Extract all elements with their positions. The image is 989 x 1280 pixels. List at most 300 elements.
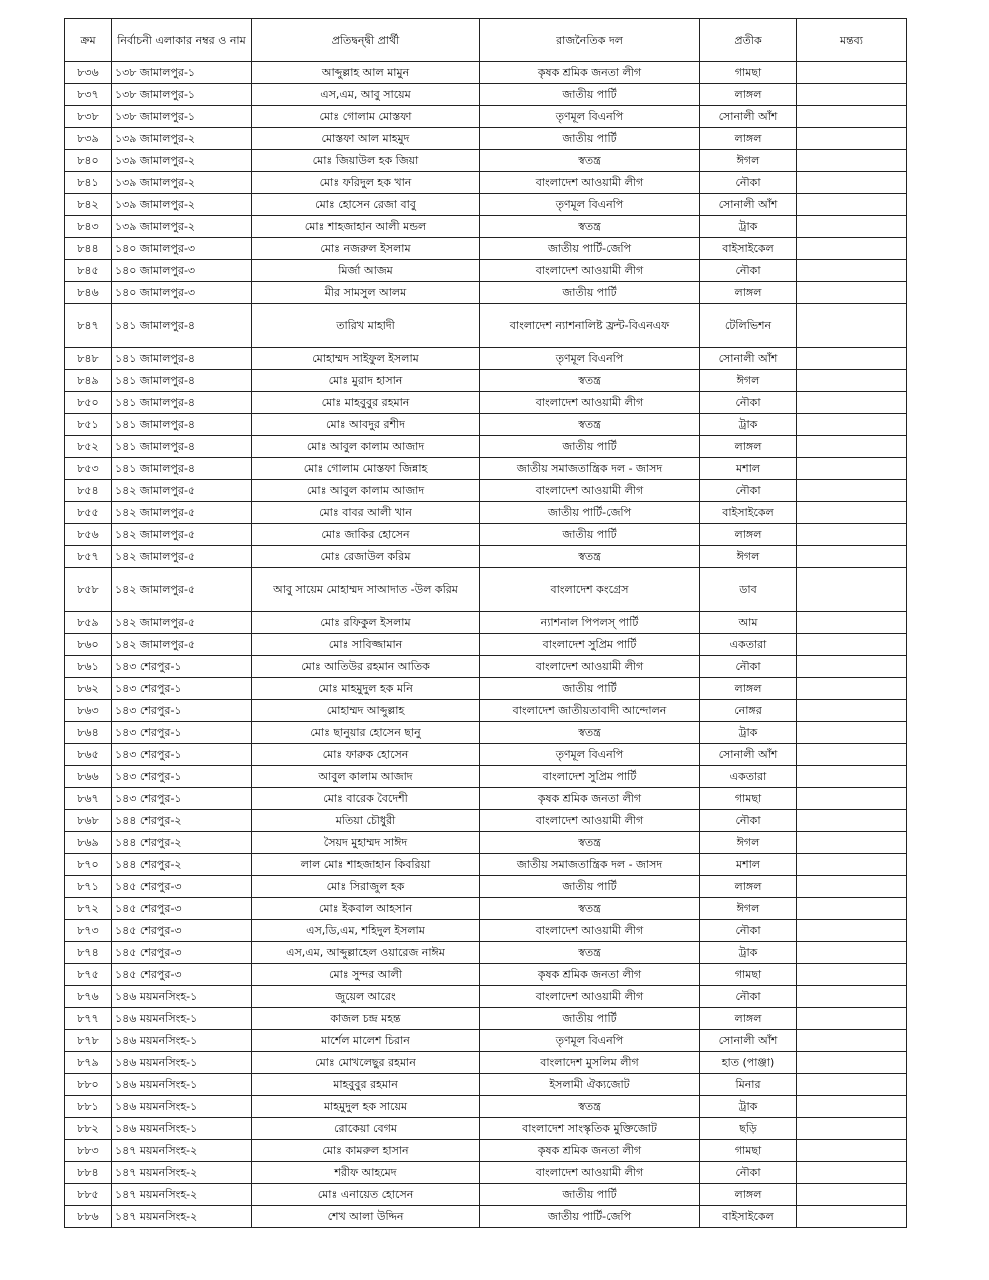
cell-symbol: নৌকা <box>700 656 797 678</box>
cell-serial: ৮৬০ <box>65 634 112 656</box>
cell-serial: ৮৩৯ <box>65 128 112 150</box>
cell-symbol: একতারা <box>700 634 797 656</box>
cell-area: ১৪৩ শেরপুর-১ <box>112 788 252 810</box>
cell-serial: ৮৫৬ <box>65 524 112 546</box>
cell-party: বাংলাদেশ জাতীয়তাবাদী আন্দোলন <box>480 700 700 722</box>
table-body <box>65 62 907 1228</box>
cell-party: কৃষক শ্রমিক জনতা লীগ <box>480 1140 700 1162</box>
cell-remarks <box>797 986 907 1008</box>
cell-candidate: মোঃ ফরিদুল হক খান <box>252 172 480 194</box>
cell-remarks <box>797 1008 907 1030</box>
cell-remarks <box>797 832 907 854</box>
header-area: নির্বাচনী এলাকার নম্বর ও নাম <box>112 19 252 62</box>
cell-symbol: সোনালী আঁশ <box>700 1030 797 1052</box>
cell-area: ১৪৬ ময়মনসিংহ-১ <box>112 986 252 1008</box>
cell-party: জাতীয় সমাজতান্ত্রিক দল - জাসদ <box>480 854 700 876</box>
cell-symbol: লাঙ্গল <box>700 876 797 898</box>
cell-area: ১৪৩ শেরপুর-১ <box>112 678 252 700</box>
cell-party: বাংলাদেশ আওয়ামী লীগ <box>480 172 700 194</box>
cell-candidate: এস,এম, আব্দুল্লাহেল ওয়ারেজ নাঈম <box>252 942 480 964</box>
cell-party: জাতীয় পার্টি <box>480 1184 700 1206</box>
cell-candidate: মোঃ হোসেন রেজা বাবু <box>252 194 480 216</box>
cell-area: ১৪২ জামালপুর-৫ <box>112 612 252 634</box>
cell-remarks <box>797 370 907 392</box>
cell-party: বাংলাদেশ আওয়ামী লীগ <box>480 392 700 414</box>
cell-symbol: লাঙ্গল <box>700 128 797 150</box>
cell-serial: ৮৪১ <box>65 172 112 194</box>
cell-serial: ৮৭৭ <box>65 1008 112 1030</box>
cell-serial: ৮৪৬ <box>65 282 112 304</box>
table-row <box>65 1030 907 1052</box>
cell-remarks <box>797 634 907 656</box>
cell-serial: ৮৩৮ <box>65 106 112 128</box>
table-row <box>65 854 907 876</box>
table-row <box>65 392 907 414</box>
cell-remarks <box>797 436 907 458</box>
cell-serial: ৮৮০ <box>65 1074 112 1096</box>
cell-remarks <box>797 1030 907 1052</box>
cell-party: স্বতন্ত্র <box>480 370 700 392</box>
cell-candidate: মোঃ সাবিজ্জামান <box>252 634 480 656</box>
cell-symbol: নৌকা <box>700 260 797 282</box>
cell-party: জাতীয় পার্টি <box>480 678 700 700</box>
cell-candidate: মোঃ বারেক বৈদেশী <box>252 788 480 810</box>
cell-remarks <box>797 656 907 678</box>
cell-symbol: আম <box>700 612 797 634</box>
cell-symbol: মিনার <box>700 1074 797 1096</box>
cell-serial: ৮৬৫ <box>65 744 112 766</box>
cell-remarks <box>797 84 907 106</box>
cell-party: বাংলাদেশ সাংস্কৃতিক মুক্তিজোট <box>480 1118 700 1140</box>
cell-serial: ৮৫৯ <box>65 612 112 634</box>
cell-candidate: মোঃ কামরুল হাসান <box>252 1140 480 1162</box>
cell-symbol: বাইসাইকেল <box>700 238 797 260</box>
cell-remarks <box>797 62 907 84</box>
table-row <box>65 1184 907 1206</box>
header-row <box>65 19 907 62</box>
cell-remarks <box>797 458 907 480</box>
cell-party: তৃণমূল বিএনপি <box>480 1030 700 1052</box>
cell-party: কৃষক শ্রমিক জনতা লীগ <box>480 62 700 84</box>
cell-remarks <box>797 480 907 502</box>
cell-area: ১৩৯ জামালপুর-২ <box>112 150 252 172</box>
cell-candidate: এস,ডি,এম, শহিদুল ইসলাম <box>252 920 480 942</box>
cell-party: ইসলামী ঐক্যজোট <box>480 1074 700 1096</box>
cell-area: ১৪৬ ময়মনসিংহ-১ <box>112 1096 252 1118</box>
cell-serial: ৮৫৮ <box>65 568 112 612</box>
cell-party: স্বতন্ত্র <box>480 216 700 238</box>
cell-remarks <box>797 876 907 898</box>
cell-area: ১৪৪ শেরপুর-২ <box>112 832 252 854</box>
cell-symbol: লাঙ্গল <box>700 84 797 106</box>
cell-symbol: নোঙ্গর <box>700 700 797 722</box>
cell-candidate: মোঃ আতিউর রহমান আতিক <box>252 656 480 678</box>
cell-party: বাংলাদেশ আওয়ামী লীগ <box>480 986 700 1008</box>
cell-area: ১৪৫ শেরপুর-৩ <box>112 964 252 986</box>
cell-candidate: কাজল চন্দ্র মহন্ত <box>252 1008 480 1030</box>
table-row <box>65 84 907 106</box>
cell-candidate: জুয়েল আরেং <box>252 986 480 1008</box>
cell-area: ১৩৮ জামালপুর-১ <box>112 84 252 106</box>
cell-candidate: মোঃ মাহমুদুল হক মনি <box>252 678 480 700</box>
cell-area: ১৪৩ শেরপুর-১ <box>112 722 252 744</box>
cell-symbol: গামছা <box>700 62 797 84</box>
cell-symbol: সোনালী আঁশ <box>700 744 797 766</box>
cell-party: জাতীয় পার্টি-জেপি <box>480 502 700 524</box>
cell-serial: ৮৬৭ <box>65 788 112 810</box>
cell-party: জাতীয় পার্টি-জেপি <box>480 238 700 260</box>
cell-candidate: মোঃ আবুল কালাম আজাদ <box>252 436 480 458</box>
cell-remarks <box>797 260 907 282</box>
cell-remarks <box>797 810 907 832</box>
cell-area: ১৩৯ জামালপুর-২ <box>112 194 252 216</box>
cell-area: ১৪৪ শেরপুর-২ <box>112 810 252 832</box>
cell-serial: ৮৫৭ <box>65 546 112 568</box>
cell-candidate: মির্জা আজম <box>252 260 480 282</box>
cell-symbol: সোনালী আঁশ <box>700 106 797 128</box>
cell-area: ১৪৭ ময়মনসিংহ-২ <box>112 1184 252 1206</box>
cell-party: স্বতন্ত্র <box>480 942 700 964</box>
cell-candidate: মোঃ ইকবাল আহসান <box>252 898 480 920</box>
cell-symbol: নৌকা <box>700 920 797 942</box>
cell-symbol: বাইসাইকেল <box>700 502 797 524</box>
cell-party: জাতীয় পার্টি <box>480 282 700 304</box>
table-row <box>65 942 907 964</box>
cell-candidate: মোহাম্মদ সাইফুল ইসলাম <box>252 348 480 370</box>
cell-candidate: শরীফ আহমেদ <box>252 1162 480 1184</box>
table-row <box>65 722 907 744</box>
table-row <box>65 1140 907 1162</box>
cell-symbol: ট্রাক <box>700 942 797 964</box>
cell-symbol: ট্রাক <box>700 216 797 238</box>
cell-candidate: মোঃ মোখলেছুর রহমান <box>252 1052 480 1074</box>
cell-serial: ৮৬৬ <box>65 766 112 788</box>
cell-party: জাতীয় পার্টি <box>480 876 700 898</box>
cell-remarks <box>797 1184 907 1206</box>
cell-remarks <box>797 1096 907 1118</box>
cell-area: ১৪৪ শেরপুর-২ <box>112 854 252 876</box>
cell-party: বাংলাদেশ আওয়ামী লীগ <box>480 810 700 832</box>
candidate-table <box>64 18 907 1228</box>
cell-symbol: ট্রাক <box>700 722 797 744</box>
cell-party: তৃণমূল বিএনপি <box>480 348 700 370</box>
table-row <box>65 502 907 524</box>
cell-area: ১৪১ জামালপুর-৪ <box>112 414 252 436</box>
cell-remarks <box>797 194 907 216</box>
cell-party: তৃণমূল বিএনপি <box>480 194 700 216</box>
cell-party: কৃষক শ্রমিক জনতা লীগ <box>480 964 700 986</box>
cell-serial: ৮৬৮ <box>65 810 112 832</box>
cell-candidate: আবুল কালাম আজাদ <box>252 766 480 788</box>
cell-serial: ৮৫২ <box>65 436 112 458</box>
header-party: রাজনৈতিক দল <box>480 19 700 62</box>
cell-remarks <box>797 546 907 568</box>
cell-serial: ৮৭৯ <box>65 1052 112 1074</box>
cell-serial: ৮৭৪ <box>65 942 112 964</box>
cell-candidate: মোঃ আবদুর রশীদ <box>252 414 480 436</box>
cell-party: কৃষক শ্রমিক জনতা লীগ <box>480 788 700 810</box>
cell-party: স্বতন্ত্র <box>480 546 700 568</box>
cell-candidate: এস,এম, আবু সায়েম <box>252 84 480 106</box>
cell-party: বাংলাদেশ কংগ্রেস <box>480 568 700 612</box>
cell-area: ১৪৬ ময়মনসিংহ-১ <box>112 1052 252 1074</box>
cell-symbol: নৌকা <box>700 480 797 502</box>
table-row <box>65 172 907 194</box>
cell-party: বাংলাদেশ আওয়ামী লীগ <box>480 920 700 942</box>
cell-area: ১৪৬ ময়মনসিংহ-১ <box>112 1074 252 1096</box>
cell-area: ১৪১ জামালপুর-৪ <box>112 304 252 348</box>
table-row <box>65 62 907 84</box>
cell-symbol: নৌকা <box>700 392 797 414</box>
cell-candidate: তারিখ মাহাদী <box>252 304 480 348</box>
cell-serial: ৮৩৭ <box>65 84 112 106</box>
table-row <box>65 1074 907 1096</box>
cell-serial: ৮৪২ <box>65 194 112 216</box>
table-row <box>65 480 907 502</box>
cell-symbol: লাঙ্গল <box>700 282 797 304</box>
cell-area: ১৩৯ জামালপুর-২ <box>112 216 252 238</box>
cell-symbol: ডাব <box>700 568 797 612</box>
cell-serial: ৮৫৪ <box>65 480 112 502</box>
cell-remarks <box>797 392 907 414</box>
cell-remarks <box>797 414 907 436</box>
cell-area: ১৪৫ শেরপুর-৩ <box>112 898 252 920</box>
table-row <box>65 150 907 172</box>
cell-candidate: মোঃ সিরাজুল হক <box>252 876 480 898</box>
cell-symbol: ঈগল <box>700 546 797 568</box>
cell-symbol: নৌকা <box>700 1162 797 1184</box>
cell-candidate: মোঃ গোলাম মোস্তফা <box>252 106 480 128</box>
cell-area: ১৪১ জামালপুর-৪ <box>112 392 252 414</box>
cell-serial: ৮৬৪ <box>65 722 112 744</box>
table-row <box>65 128 907 150</box>
cell-area: ১৪৩ শেরপুর-১ <box>112 766 252 788</box>
cell-candidate: মোঃ মুরাদ হাসান <box>252 370 480 392</box>
cell-serial: ৮৮৩ <box>65 1140 112 1162</box>
cell-remarks <box>797 1118 907 1140</box>
cell-remarks <box>797 942 907 964</box>
cell-party: বাংলাদেশ আওয়ামী লীগ <box>480 656 700 678</box>
cell-candidate: মোঃ মাহবুবুর রহমান <box>252 392 480 414</box>
cell-symbol: মশাল <box>700 854 797 876</box>
table-row <box>65 414 907 436</box>
table-row <box>65 876 907 898</box>
cell-candidate: মোঃ জিয়াউল হক জিয়া <box>252 150 480 172</box>
cell-serial: ৮৮৪ <box>65 1162 112 1184</box>
cell-serial: ৮৩৬ <box>65 62 112 84</box>
cell-party: বাংলাদেশ ন্যাশনালিষ্ট ফ্রন্ট-বিএনএফ <box>480 304 700 348</box>
cell-symbol: গামছা <box>700 964 797 986</box>
cell-candidate: মতিয়া চৌধুরী <box>252 810 480 832</box>
table-row <box>65 1052 907 1074</box>
cell-symbol: সোনালী আঁশ <box>700 348 797 370</box>
table-row <box>65 458 907 480</box>
table-row <box>65 524 907 546</box>
cell-serial: ৮৭১ <box>65 876 112 898</box>
cell-party: বাংলাদেশ সুপ্রিম পার্টি <box>480 634 700 656</box>
cell-area: ১৪৬ ময়মনসিংহ-১ <box>112 1008 252 1030</box>
cell-candidate: লাল মোঃ শাহজাহান কিবরিয়া <box>252 854 480 876</box>
table-row <box>65 898 907 920</box>
cell-remarks <box>797 304 907 348</box>
cell-remarks <box>797 678 907 700</box>
cell-serial: ৮৫১ <box>65 414 112 436</box>
cell-symbol: ঈগল <box>700 832 797 854</box>
cell-area: ১৪১ জামালপুর-৪ <box>112 436 252 458</box>
cell-party: বাংলাদেশ আওয়ামী লীগ <box>480 1162 700 1184</box>
table-row <box>65 106 907 128</box>
cell-area: ১৪২ জামালপুর-৫ <box>112 546 252 568</box>
cell-remarks <box>797 172 907 194</box>
cell-candidate: আবু সায়েম মোহাম্মদ সাআদাত -উল করিম <box>252 568 480 612</box>
cell-area: ১৪১ জামালপুর-৪ <box>112 348 252 370</box>
cell-symbol: নৌকা <box>700 172 797 194</box>
cell-serial: ৮৬২ <box>65 678 112 700</box>
cell-area: ১৩৮ জামালপুর-১ <box>112 62 252 84</box>
table-row <box>65 370 907 392</box>
table-row <box>65 986 907 1008</box>
cell-area: ১৪৫ শেরপুর-৩ <box>112 942 252 964</box>
table-row <box>65 766 907 788</box>
cell-party: স্বতন্ত্র <box>480 722 700 744</box>
table-row <box>65 1162 907 1184</box>
table-row <box>65 612 907 634</box>
cell-remarks <box>797 964 907 986</box>
cell-candidate: মোঃ গোলাম মোস্তফা জিন্নাহ <box>252 458 480 480</box>
cell-serial: ৮৭৬ <box>65 986 112 1008</box>
table-row <box>65 634 907 656</box>
cell-candidate: মোঃ আবুল কালাম আজাদ <box>252 480 480 502</box>
cell-symbol: ঈগল <box>700 370 797 392</box>
cell-remarks <box>797 722 907 744</box>
cell-area: ১৪০ জামালপুর-৩ <box>112 238 252 260</box>
cell-remarks <box>797 282 907 304</box>
cell-party: জাতীয় পার্টি <box>480 436 700 458</box>
cell-remarks <box>797 744 907 766</box>
cell-area: ১৪২ জামালপুর-৫ <box>112 568 252 612</box>
cell-candidate: মোঃ শাহজাহান আলী মন্ডল <box>252 216 480 238</box>
cell-candidate: মোঃ ছানুয়ার হোসেন ছানু <box>252 722 480 744</box>
table-row <box>65 304 907 348</box>
cell-remarks <box>797 524 907 546</box>
cell-serial: ৮৪৫ <box>65 260 112 282</box>
table-row <box>65 1206 907 1228</box>
cell-symbol: ঈগল <box>700 150 797 172</box>
cell-area: ১৪৩ শেরপুর-১ <box>112 744 252 766</box>
cell-serial: ৮৮৫ <box>65 1184 112 1206</box>
cell-symbol: একতারা <box>700 766 797 788</box>
cell-party: স্বতন্ত্র <box>480 832 700 854</box>
cell-remarks <box>797 1162 907 1184</box>
cell-remarks <box>797 1140 907 1162</box>
cell-candidate: মোঃ নজরুল ইসলাম <box>252 238 480 260</box>
cell-remarks <box>797 700 907 722</box>
cell-serial: ৮৮১ <box>65 1096 112 1118</box>
cell-symbol: টেলিভিশন <box>700 304 797 348</box>
cell-area: ১৪২ জামালপুর-৫ <box>112 480 252 502</box>
cell-candidate: মোহাম্মদ আব্দুল্লাহ <box>252 700 480 722</box>
cell-serial: ৮৮৬ <box>65 1206 112 1228</box>
cell-serial: ৮৭২ <box>65 898 112 920</box>
cell-remarks <box>797 568 907 612</box>
table-row <box>65 194 907 216</box>
cell-serial: ৮৪৮ <box>65 348 112 370</box>
cell-party: বাংলাদেশ সুপ্রিম পার্টি <box>480 766 700 788</box>
cell-candidate: মার্শেল মালেশ চিরান <box>252 1030 480 1052</box>
cell-symbol: ছড়ি <box>700 1118 797 1140</box>
cell-candidate: মোঃ এনায়েত হোসেন <box>252 1184 480 1206</box>
table-row <box>65 216 907 238</box>
table-row <box>65 568 907 612</box>
cell-serial: ৮৪৯ <box>65 370 112 392</box>
cell-serial: ৮৬৯ <box>65 832 112 854</box>
cell-area: ১৪৫ শেরপুর-৩ <box>112 876 252 898</box>
table-row <box>65 678 907 700</box>
cell-party: স্বতন্ত্র <box>480 898 700 920</box>
table-row <box>65 832 907 854</box>
cell-area: ১৩৮ জামালপুর-১ <box>112 106 252 128</box>
cell-remarks <box>797 766 907 788</box>
cell-area: ১৪৭ ময়মনসিংহ-২ <box>112 1140 252 1162</box>
cell-area: ১৪৭ ময়মনসিংহ-২ <box>112 1206 252 1228</box>
cell-party: স্বতন্ত্র <box>480 150 700 172</box>
header-remarks: মন্তব্য <box>797 19 907 62</box>
cell-serial: ৮৫৫ <box>65 502 112 524</box>
cell-area: ১৪০ জামালপুর-৩ <box>112 260 252 282</box>
cell-area: ১৪১ জামালপুর-৪ <box>112 370 252 392</box>
cell-party: তৃণমূল বিএনপি <box>480 106 700 128</box>
cell-serial: ৮৭৫ <box>65 964 112 986</box>
cell-remarks <box>797 106 907 128</box>
cell-symbol: সোনালী আঁশ <box>700 194 797 216</box>
header-symbol: প্রতীক <box>700 19 797 62</box>
cell-symbol: লাঙ্গল <box>700 436 797 458</box>
cell-serial: ৮৫০ <box>65 392 112 414</box>
cell-remarks <box>797 238 907 260</box>
cell-symbol: মশাল <box>700 458 797 480</box>
cell-candidate: মোঃ সুন্দর আলী <box>252 964 480 986</box>
cell-candidate: মোঃ রফিকুল ইসলাম <box>252 612 480 634</box>
cell-candidate: মীর সামসুল আলম <box>252 282 480 304</box>
table-row <box>65 744 907 766</box>
cell-symbol: লাঙ্গল <box>700 524 797 546</box>
cell-serial: ৮৬১ <box>65 656 112 678</box>
cell-remarks <box>797 920 907 942</box>
cell-remarks <box>797 502 907 524</box>
cell-remarks <box>797 898 907 920</box>
cell-symbol: ঈগল <box>700 898 797 920</box>
cell-serial: ৮৪৩ <box>65 216 112 238</box>
cell-remarks <box>797 348 907 370</box>
cell-candidate: সৈয়দ মুহাম্মদ সাঈদ <box>252 832 480 854</box>
table-row <box>65 964 907 986</box>
cell-party: তৃণমূল বিএনপি <box>480 744 700 766</box>
table-row <box>65 238 907 260</box>
cell-symbol: লাঙ্গল <box>700 1008 797 1030</box>
cell-area: ১৪৩ শেরপুর-১ <box>112 700 252 722</box>
cell-area: ১৪২ জামালপুর-৫ <box>112 634 252 656</box>
cell-candidate: আব্দুল্লাহ আল মামুন <box>252 62 480 84</box>
cell-area: ১৪৫ শেরপুর-৩ <box>112 920 252 942</box>
cell-candidate: মাহবুবুর রহমান <box>252 1074 480 1096</box>
table-row <box>65 546 907 568</box>
cell-symbol: গামছা <box>700 788 797 810</box>
cell-area: ১৩৯ জামালপুর-২ <box>112 128 252 150</box>
cell-serial: ৮৭৩ <box>65 920 112 942</box>
cell-serial: ৮৭৮ <box>65 1030 112 1052</box>
cell-serial: ৮৪৪ <box>65 238 112 260</box>
cell-candidate: শেখ আলা উদ্দিন <box>252 1206 480 1228</box>
